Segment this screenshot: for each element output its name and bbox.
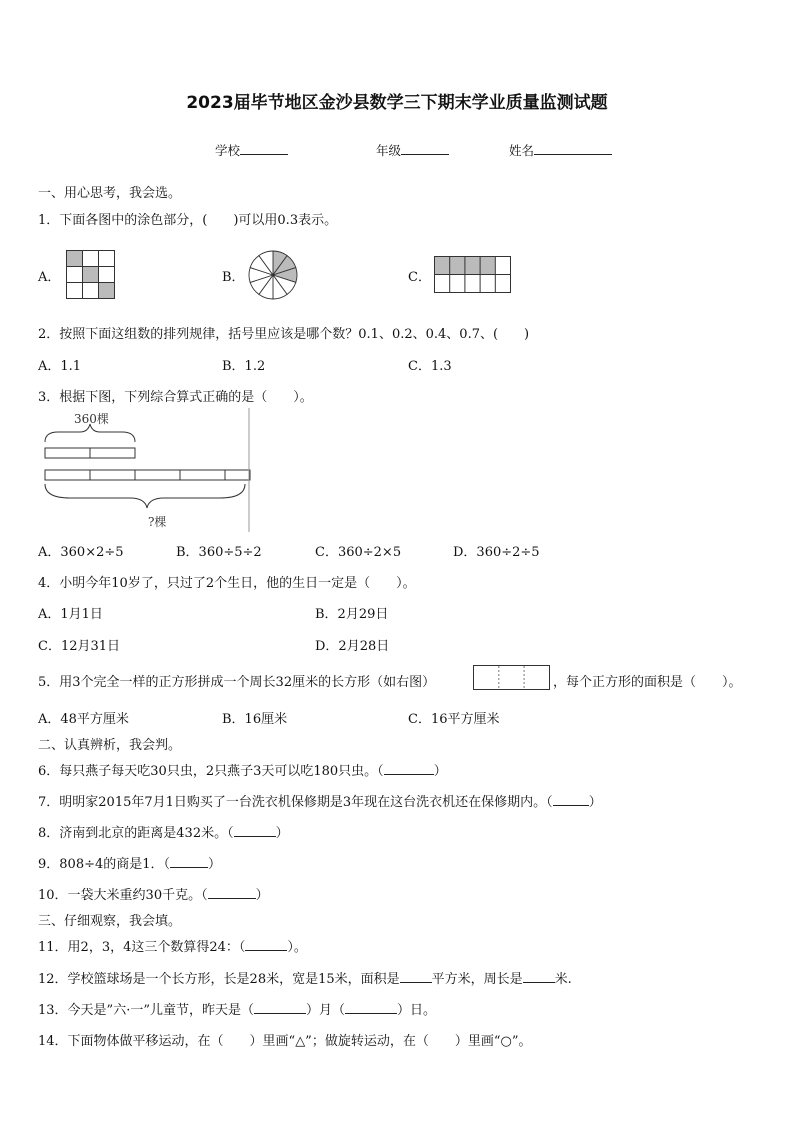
question-2: 2．按照下面这组数的排列规律，括号里应该是哪个数？0.1、0.2、0.4、0.7、( ) <box>38 327 530 342</box>
grade-label: 年级 <box>376 143 402 158</box>
q4-option-a[interactable]: A．1月1日 <box>38 607 103 622</box>
q2-option-c[interactable]: C．1.3 <box>408 359 452 374</box>
page-title: 2023届毕节地区金沙县数学三下期末学业质量监测试题 <box>186 93 608 113</box>
q5-option-b[interactable]: B．16厘米 <box>222 712 288 727</box>
grade-blank[interactable] <box>401 143 449 155</box>
question-13: 13．今天是”六·一”儿童节，昨天是（ ）月（ ）日。 <box>38 1003 436 1018</box>
name-blank[interactable] <box>534 143 612 155</box>
question-6: 6．每只燕子每天吃30只虫，2只燕子3天可以吃180只虫。（ ） <box>38 764 447 779</box>
section-3-heading: 三、仔细观察，我会填。 <box>38 914 182 929</box>
q9-answer-blank[interactable] <box>170 856 208 868</box>
q4-option-b[interactable]: B．2月29日 <box>315 607 389 622</box>
q3-option-a[interactable]: A．360×2÷5 <box>38 545 124 560</box>
q3-label-bottom: ?棵 <box>148 515 167 529</box>
q12-area-blank[interactable] <box>400 971 432 983</box>
q1-option-a[interactable]: A． <box>38 270 61 285</box>
question-12: 12．学校篮球场是一个长方形，长是28米，宽是15米，面积是 平方米，周长是 米. <box>38 972 572 987</box>
q3-option-c[interactable]: C．360÷2×5 <box>315 545 402 560</box>
q1-figure-a-grid <box>66 250 116 300</box>
question-5 <box>38 671 435 690</box>
question-4: 4．小明今年10岁了，只过了2个生日，他的生日一定是（ ）。 <box>38 576 416 591</box>
q7-answer-blank[interactable] <box>553 794 589 806</box>
question-9: 9．808÷4的商是1．（ ） <box>38 857 222 872</box>
q3-option-d[interactable]: D．360÷2÷5 <box>453 545 540 560</box>
q3-line-segment-diagram <box>40 408 254 532</box>
q3-label-top: 360棵 <box>74 412 109 426</box>
q1-figure-c-strip <box>434 256 512 294</box>
q5-option-c[interactable]: C．16平方厘米 <box>408 712 500 727</box>
q1-figure-b-circle <box>247 249 299 301</box>
q2-option-b[interactable]: B．1.2 <box>222 359 266 374</box>
q3-option-b[interactable]: B．360÷5÷2 <box>176 545 262 560</box>
q5-rectangle-figure <box>473 665 551 691</box>
q5-text-before: 5．用3个完全一样的正方形拼成一个周长32厘米的长方形（如右图） <box>38 675 436 690</box>
q5-option-a[interactable]: A．48平方厘米 <box>38 712 129 727</box>
question-10: 10．一袋大米重约30千克。（ ） <box>38 888 269 903</box>
question-3: 3．根据下图，下列综合算式正确的是（ ）。 <box>38 390 313 405</box>
q1-option-b[interactable]: B． <box>222 270 245 285</box>
q2-option-a[interactable]: A．1.1 <box>38 359 82 374</box>
q12-perimeter-blank[interactable] <box>523 971 555 983</box>
q5-text-after: ，每个正方形的面积是（ ）。 <box>553 675 742 690</box>
q4-option-d[interactable]: D．2月28日 <box>315 639 390 654</box>
q13-month-blank[interactable] <box>254 1002 306 1014</box>
q1-option-c[interactable]: C． <box>408 270 431 285</box>
name-field[interactable] <box>509 141 612 159</box>
q8-answer-blank[interactable] <box>234 825 276 837</box>
q10-answer-blank[interactable] <box>208 887 256 899</box>
question-11: 11．用2，3，4这三个数算得24：（ ）。 <box>38 940 307 955</box>
school-blank[interactable] <box>240 143 288 155</box>
school-field[interactable] <box>215 141 288 159</box>
question-14: 14．下面物体做平移运动，在（ ）里画“△”；做旋转运动，在（ ）里画“○”。 <box>38 1034 532 1049</box>
question-8: 8．济南到北京的距离是432米。（ ） <box>38 826 289 841</box>
grade-field[interactable] <box>376 141 449 159</box>
question-7: 7．明明家2015年7月1日购买了一台洗衣机保修期是3年现在这台洗衣机还在保修期内。（ ） <box>38 795 602 810</box>
q4-option-c[interactable]: C．12月31日 <box>38 639 121 654</box>
name-label: 姓名 <box>509 143 535 158</box>
section-1-heading: 一、用心思考，我会选。 <box>38 186 182 201</box>
q6-answer-blank[interactable] <box>384 763 434 775</box>
q13-day-blank[interactable] <box>345 1002 397 1014</box>
q11-answer-blank[interactable] <box>245 939 287 951</box>
section-2-heading: 二、认真辨析，我会判。 <box>38 738 182 753</box>
school-label: 学校 <box>215 143 241 158</box>
question-1: 1．下面各图中的涂色部分，( )可以用0.3表示。 <box>38 213 338 228</box>
